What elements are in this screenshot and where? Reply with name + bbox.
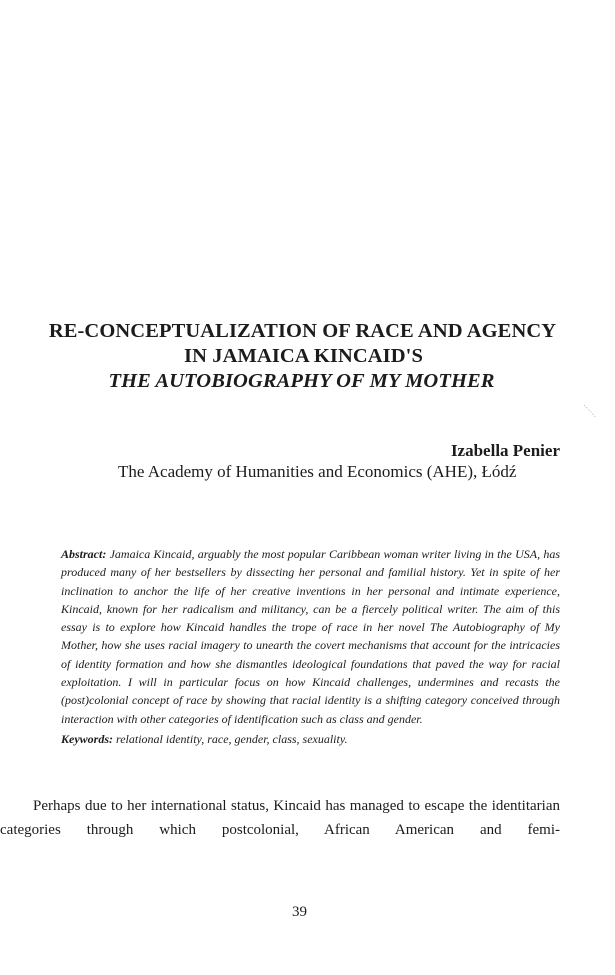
- scan-artifact-mark: [583, 404, 597, 420]
- author-affiliation: The Academy of Humanities and Economics (AHE), Łódź: [118, 462, 517, 481]
- abstract-label: Abstract:: [61, 547, 107, 561]
- abstract: [61, 545, 560, 728]
- keywords: [61, 730, 560, 748]
- article-title: [0, 319, 615, 394]
- page-number: 39: [292, 904, 307, 920]
- keywords-text: relational identity, race, gender, class, sexuality.: [113, 732, 348, 746]
- title-line-2: IN JAMAICA KINCAID'S: [184, 345, 423, 367]
- title-line-3: THE AUTOBIOGRAPHY OF MY MOTHER: [108, 370, 495, 392]
- body-paragraph: Perhaps due to her international status, Kincaid has managed to escape the identitarian categories through which postcolonial, African American and femi-: [0, 798, 560, 838]
- abstract-text: Jamaica Kincaid, arguably the most popular Caribbean woman writer living in the USA, has produced many of her bestsellers by dissecting her personal and familial history. Yet in spite of her inclination to anchor the life of her creative inventions in her personal and intimate experience, Kincaid, known for her radicalism and militancy, can be a fiercely political writer. The aim of this essay is to explore how Kincaid handles the trope of race in her novel The Autobiography of My Mother, how she uses racial imagery to unearth the covert mechanisms that account for the intricacies of identity formation and how she dismantles ideological foundations that paved the way for racial exploitation. I will in particular focus on how Kincaid challenges, undermines and recasts the (post)colonial concept of race by showing that racial identity is a shifting category conceived through interaction with other categories of identification such as class and gender.: [61, 547, 560, 726]
- author-name: Izabella Penier: [450, 441, 560, 460]
- keywords-label: Keywords:: [61, 732, 113, 746]
- title-line-1: RE-CONCEPTUALIZATION OF RACE AND AGENCY: [48, 320, 557, 342]
